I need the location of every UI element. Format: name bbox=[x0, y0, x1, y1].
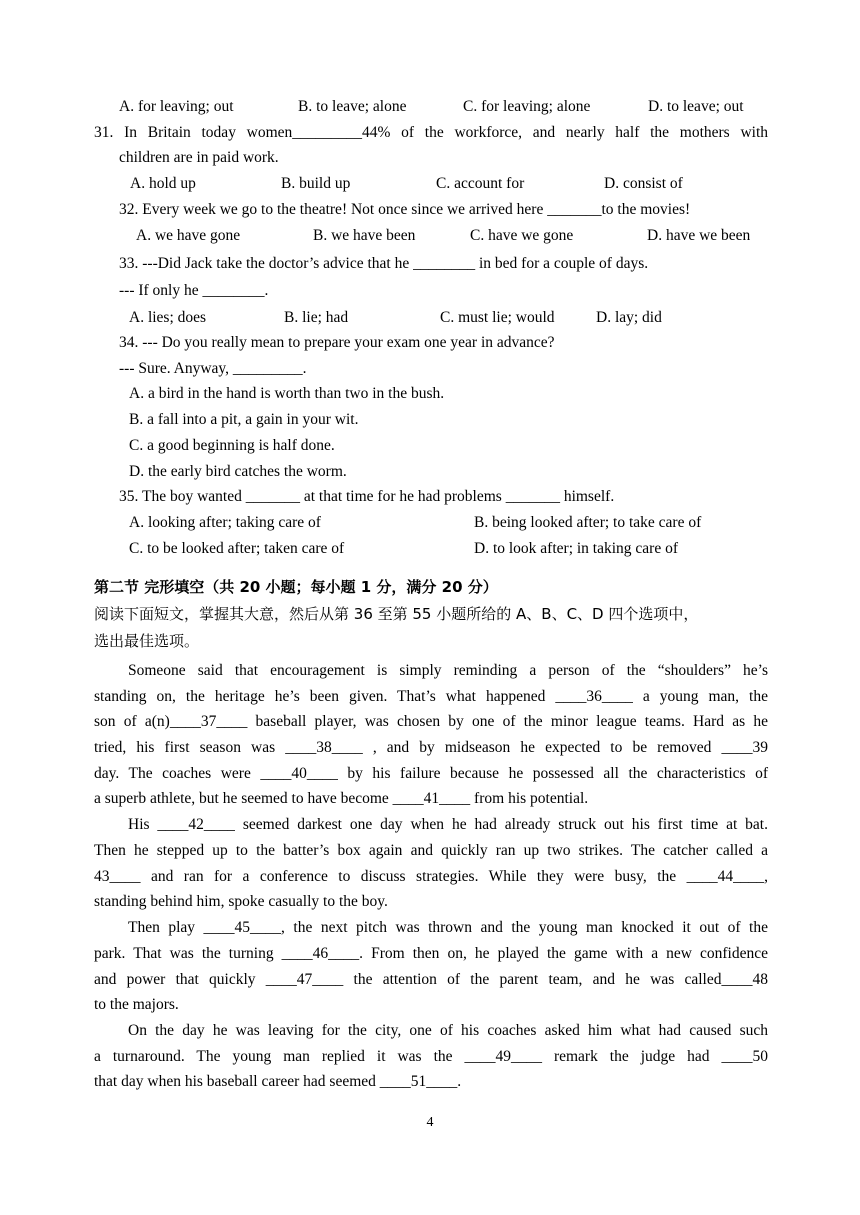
passage-line: day. The coaches were ____40____ by his failure because he possessed all the characteristics of bbox=[94, 765, 768, 782]
q33-option-b: B. lie; had bbox=[284, 309, 349, 326]
passage-line: Then he stepped up to the batter’s box again and quickly ran up two strikes. The catcher called a bbox=[94, 842, 768, 859]
passage-line: park. That was the turning ____46____. From then on, he played the game with a new confidence bbox=[94, 945, 768, 962]
passage-line: Someone said that encouragement is simply reminding a person of the “shoulders” he’s bbox=[128, 662, 768, 679]
q31-option-a: A. hold up bbox=[130, 175, 196, 192]
q33-option-c: C. must lie; would bbox=[440, 309, 555, 326]
passage-line: tried, his first season was ____38____ , and by midseason he expected to be removed ____39 bbox=[94, 739, 768, 756]
q32-option-c: C. have we gone bbox=[470, 227, 574, 244]
q35-stem: 35. The boy wanted _______ at that time for he had problems _______ himself. bbox=[119, 488, 615, 505]
q31-option-c: C. account for bbox=[436, 175, 525, 192]
section-instruction-line2: 选出最佳选项。 bbox=[94, 632, 200, 650]
passage-line: Then play ____45____, the next pitch was thrown and the young man knocked it out of the bbox=[128, 919, 768, 936]
passage-line: a turnaround. The young man replied it was the ____49____ remark the judge had ____50 bbox=[94, 1048, 768, 1065]
passage-line: a superb athlete, but he seemed to have become ____41____ from his potential. bbox=[94, 790, 589, 807]
q30-option-d: D. to leave; out bbox=[648, 98, 744, 115]
q31-stem-line2: children are in paid work. bbox=[119, 149, 279, 166]
q32-option-b: B. we have been bbox=[313, 227, 416, 244]
passage-line: His ____42____ seemed darkest one day when he had already struck out his first time at bat. bbox=[128, 816, 768, 833]
q30-option-a: A. for leaving; out bbox=[119, 98, 234, 115]
q33-option-d: D. lay; did bbox=[596, 309, 662, 326]
q31-option-d: D. consist of bbox=[604, 175, 683, 192]
passage-line: 43____ and ran for a conference to discuss strategies. While they were busy, the ____44____, bbox=[94, 868, 768, 885]
q33-stem-line2: --- If only he ________. bbox=[119, 282, 269, 299]
q33-option-a: A. lies; does bbox=[129, 309, 207, 326]
passage-line: and power that quickly ____47____ the attention of the parent team, and he was called____48 bbox=[94, 971, 768, 988]
passage-line: to the majors. bbox=[94, 996, 179, 1013]
q30-option-b: B. to leave; alone bbox=[298, 98, 407, 115]
passage-line: standing behind him, spoke casually to the boy. bbox=[94, 893, 388, 910]
q32-option-d: D. have we been bbox=[647, 227, 751, 244]
q35-option-c: C. to be looked after; taken care of bbox=[129, 540, 345, 557]
q34-option-b: B. a fall into a pit, a gain in your wit. bbox=[129, 411, 359, 428]
q33-stem-line1: 33. ---Did Jack take the doctor’s advice that he ________ in bed for a couple of days. bbox=[119, 255, 649, 272]
q34-option-c: C. a good beginning is half done. bbox=[129, 437, 335, 454]
q35-option-b: B. being looked after; to take care of bbox=[474, 514, 702, 531]
q34-stem-line1: 34. --- Do you really mean to prepare your exam one year in advance? bbox=[119, 334, 555, 351]
q30-option-c: C. for leaving; alone bbox=[463, 98, 591, 115]
passage-line: that day when his baseball career had seemed ____51____. bbox=[94, 1073, 462, 1090]
q31-option-b: B. build up bbox=[281, 175, 351, 192]
q34-stem-line2: --- Sure. Anyway, _________. bbox=[119, 360, 307, 377]
q35-option-d: D. to look after; in taking care of bbox=[474, 540, 679, 557]
q34-option-a: A. a bird in the hand is worth than two in the bush. bbox=[129, 385, 445, 402]
q32-stem: 32. Every week we go to the theatre! Not once since we arrived here _______to the movies! bbox=[119, 201, 691, 218]
section-heading: 第二节 完形填空（共 20 小题；每小题 1 分，满分 20 分） bbox=[94, 578, 498, 596]
q35-option-a: A. looking after; taking care of bbox=[129, 514, 321, 531]
q31-stem-line1: 31. In Britain today women_________44% of the workforce, and nearly half the mothers with bbox=[94, 124, 768, 141]
passage-line: son of a(n)____37____ baseball player, was chosen by one of the minor league teams. Hard as he bbox=[94, 713, 768, 730]
q32-option-a: A. we have gone bbox=[136, 227, 241, 244]
section-instruction-line1: 阅读下面短文，掌握其大意，然后从第 36 至第 55 小题所给的 A、B、C、D 四个选项中， bbox=[94, 605, 699, 623]
q34-option-d: D. the early bird catches the worm. bbox=[129, 463, 347, 480]
passage-line: On the day he was leaving for the city, one of his coaches asked him what had caused such bbox=[128, 1022, 768, 1039]
passage-line: standing on, the heritage he’s been given. That’s what happened ____36____ a young man, the bbox=[94, 688, 768, 705]
page-number: 4 bbox=[426, 1115, 434, 1130]
